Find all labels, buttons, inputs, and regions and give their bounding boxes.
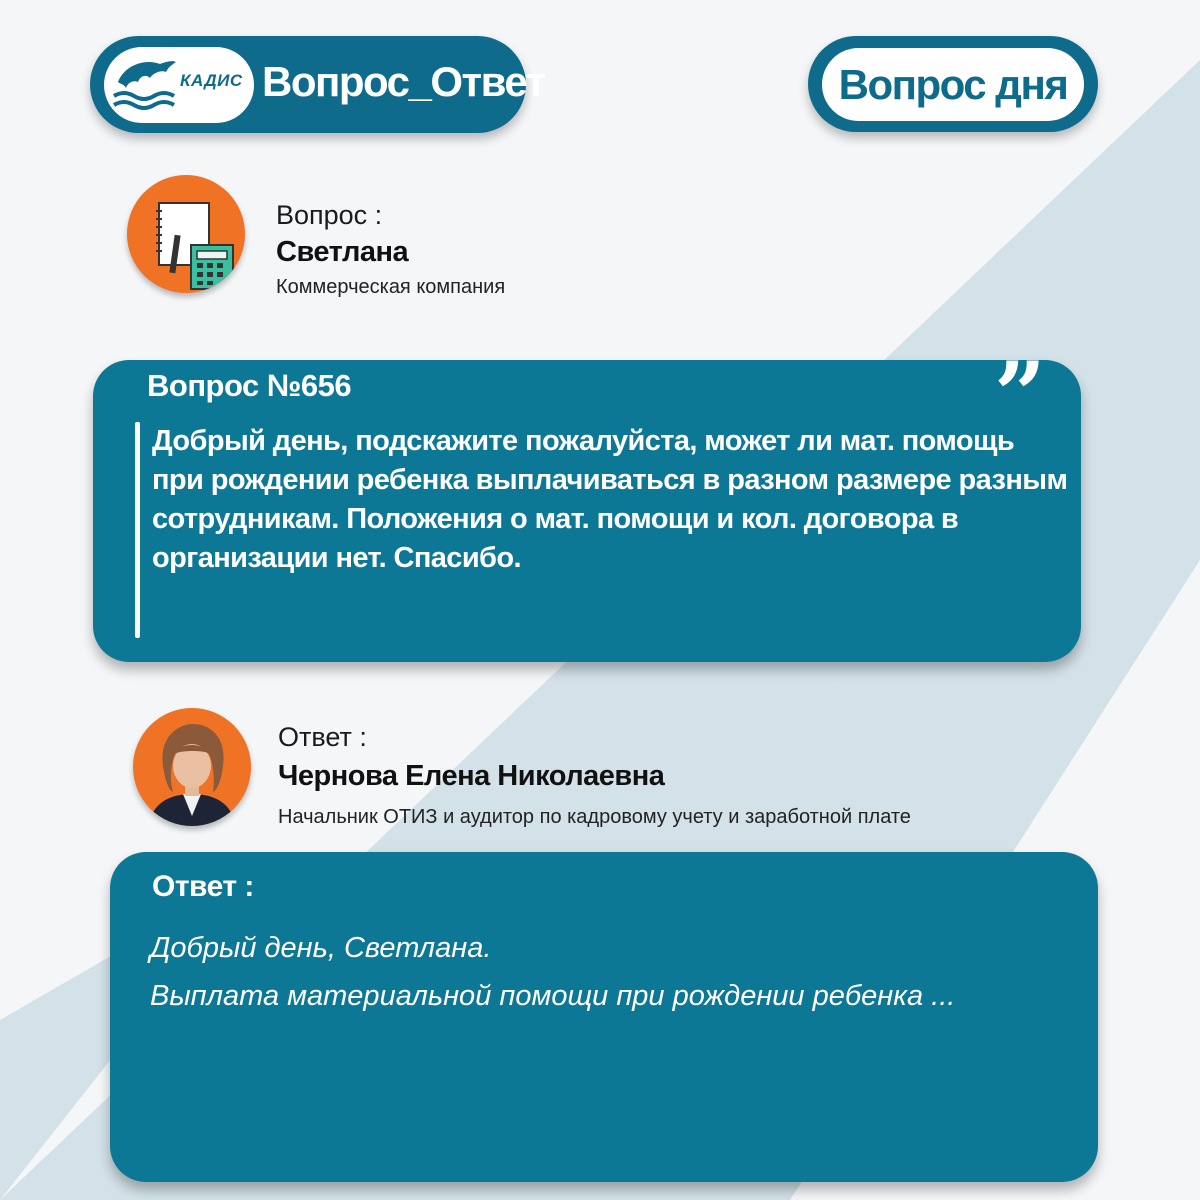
brand-title: Вопрос_Ответ [262, 58, 545, 105]
quote-mark-icon: ” [994, 342, 1046, 448]
question-text: Добрый день, подскажите пожалуйста, может ли мат. помощь при рождении ребенка выплачиваться в разном размере разным сотрудникам. Положения о мат. помощи и кол. договора в организации нет. Спасибо. [152, 425, 1068, 574]
question-author-avatar [127, 175, 245, 293]
logo-text: КАДИС [180, 71, 243, 90]
answer-text-line-2: Выплата материальной помощи при рождении ребенка ... [150, 980, 956, 1012]
question-of-day-label: Вопрос дня [838, 61, 1068, 108]
person-photo-icon [133, 708, 251, 826]
answer-author-name: Чернова Елена Николаевна [278, 760, 665, 792]
dolphin-logo-icon [110, 52, 180, 114]
question-author-company: Коммерческая компания [276, 276, 506, 298]
answer-heading: Ответ : [152, 870, 254, 903]
quote-bar [135, 422, 140, 638]
answer-label: Ответ : [278, 722, 367, 752]
answer-card [110, 852, 1098, 1182]
question-label: Вопрос : [276, 200, 383, 230]
answer-author-avatar [133, 708, 251, 826]
question-author-name: Светлана [276, 236, 409, 268]
question-heading: Вопрос №656 [147, 368, 352, 403]
notebook-calculator-icon [127, 175, 245, 293]
answer-text-line-1: Добрый день, Светлана. [150, 932, 492, 964]
answer-author-position: Начальник ОТИЗ и аудитор по кадровому учету и заработной плате [278, 806, 911, 828]
